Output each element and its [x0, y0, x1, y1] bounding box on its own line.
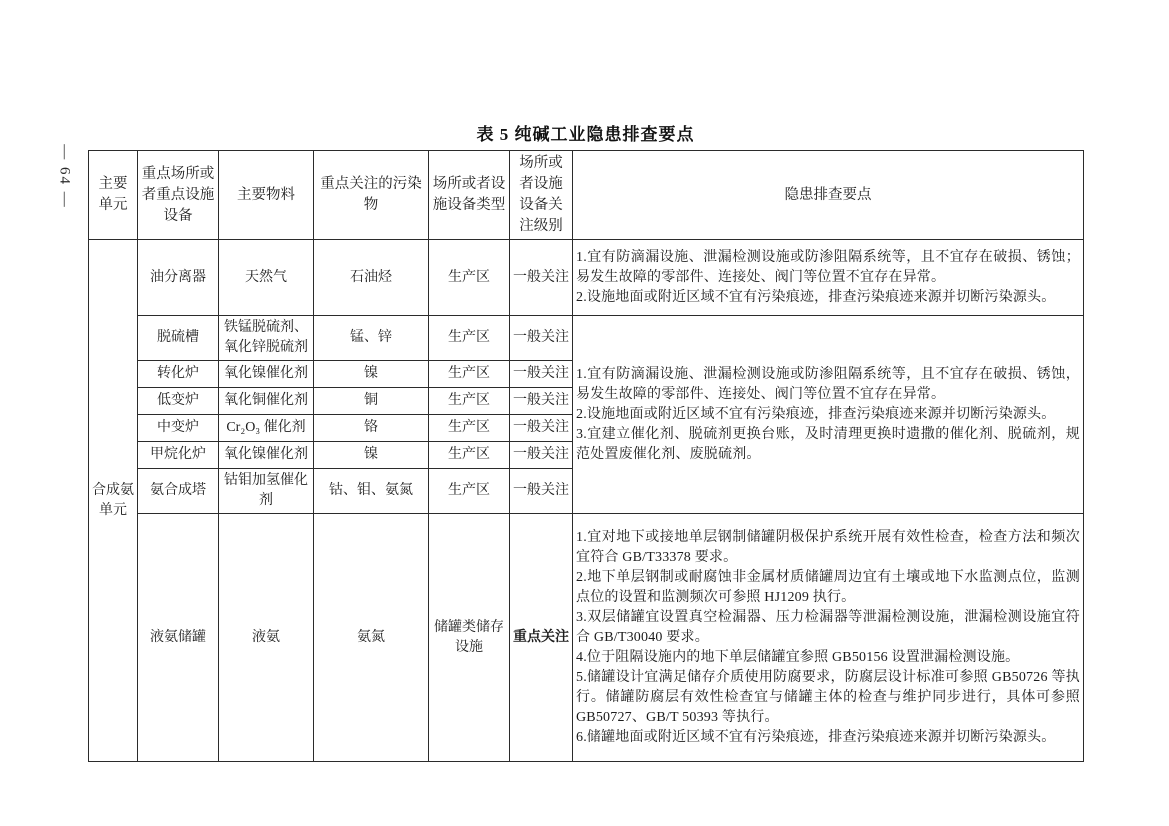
pollutant-cell: 钴、钼、氨氮 — [314, 469, 429, 514]
table-row — [89, 316, 1084, 361]
level-cell: 一般关注 — [510, 442, 573, 469]
column-header: 场所或者设施设备类型 — [429, 151, 510, 240]
pollutant-cell: 石油烃 — [314, 240, 429, 316]
note-item: 2.设施地面或附近区域不宜有污染痕迹，排查污染痕迹来源并切断污染源头。 — [576, 289, 1056, 305]
note-item: 1.宜对地下或接地单层钢制储罐阴极保护系统开展有效性检查，检查方法和频次宜符合 GB/T33378 要求。 — [576, 529, 1080, 565]
pollutant-cell: 铜 — [314, 388, 429, 415]
type-cell: 生产区 — [429, 316, 510, 361]
level-cell: 一般关注 — [510, 415, 573, 442]
material-cell: 氧化镍催化剂 — [219, 442, 314, 469]
pollutant-cell: 氨氮 — [314, 514, 429, 762]
note-item: 2.设施地面或附近区域不宜有污染痕迹，排查污染痕迹来源并切断污染源头。 — [576, 406, 1056, 422]
note-item: 5.储罐设计宜满足储存介质使用防腐要求，防腐层设计标准可参照 GB50726 等执行。储罐防腐层有效性检查宜与储罐主体的检查与维护同步进行，具体可参照 GB50727、GB/T 50393 等执行。 — [576, 669, 1080, 725]
facility-cell: 液氨储罐 — [138, 514, 219, 762]
table-row — [89, 240, 1084, 316]
column-header: 重点场所或者重点设施设备 — [138, 151, 219, 240]
note-item: 3.宜建立催化剂、脱硫剂更换台账，及时清理更换时遗撒的催化剂、脱硫剂，规范处置废催化剂、废脱硫剂。 — [576, 426, 1080, 462]
column-header: 隐患排查要点 — [573, 151, 1084, 240]
facility-cell: 转化炉 — [138, 361, 219, 388]
column-header: 场所或者设施设备关注级别 — [510, 151, 573, 240]
column-header: 主要单元 — [89, 151, 138, 240]
material-cell: Cr₂O₃ 催化剂 — [219, 415, 314, 442]
table-title: 表 5 纯碱工业隐患排查要点 — [476, 125, 695, 144]
note-item: 4.位于阻隔设施内的地下单层储罐宜参照 GB50156 设置泄漏检测设施。 — [576, 649, 1020, 665]
type-cell: 生产区 — [429, 415, 510, 442]
facility-cell: 中变炉 — [138, 415, 219, 442]
level-cell: 重点关注 — [510, 514, 573, 762]
type-cell: 生产区 — [429, 469, 510, 514]
unit-cell: 合成氨单元 — [89, 240, 138, 762]
notes-cell — [573, 514, 1084, 762]
material-cell: 铁锰脱硫剂、氧化锌脱硫剂 — [219, 316, 314, 361]
notes-cell — [573, 316, 1084, 514]
table-row — [89, 514, 1084, 762]
level-cell: 一般关注 — [510, 361, 573, 388]
type-cell: 储罐类储存设施 — [429, 514, 510, 762]
facility-cell: 脱硫槽 — [138, 316, 219, 361]
note-item: 6.储罐地面或附近区域不宜有污染痕迹，排查污染痕迹来源并切断污染源头。 — [576, 729, 1056, 745]
material-cell: 氧化镍催化剂 — [219, 361, 314, 388]
page-number: — 64 — — [56, 144, 73, 209]
column-header: 重点关注的污染物 — [314, 151, 429, 240]
pollutant-cell: 铬 — [314, 415, 429, 442]
facility-cell: 甲烷化炉 — [138, 442, 219, 469]
pollutant-cell: 镍 — [314, 442, 429, 469]
material-cell: 钴钼加氢催化剂 — [219, 469, 314, 514]
material-cell: 氧化铜催化剂 — [219, 388, 314, 415]
facility-cell: 油分离器 — [138, 240, 219, 316]
type-cell: 生产区 — [429, 388, 510, 415]
type-cell: 生产区 — [429, 361, 510, 388]
level-cell: 一般关注 — [510, 240, 573, 316]
material-cell: 液氨 — [219, 514, 314, 762]
note-item: 2.地下单层钢制或耐腐蚀非金属材质储罐周边宜有土壤或地下水监测点位，监测点位的设置和监测频次可参照 HJ1209 执行。 — [576, 569, 1080, 605]
note-item: 1.宜有防滴漏设施、泄漏检测设施或防渗阻隔系统等，且不宜存在破损、锈蚀；易发生故障的零部件、连接处、阀门等位置不宜存在异常。 — [576, 249, 1080, 285]
facility-cell: 氨合成塔 — [138, 469, 219, 514]
notes-cell — [573, 240, 1084, 316]
pollutant-cell: 镍 — [314, 361, 429, 388]
type-cell: 生产区 — [429, 240, 510, 316]
pollutant-cell: 锰、锌 — [314, 316, 429, 361]
note-item: 1.宜有防滴漏设施、泄漏检测设施或防渗阻隔系统等，且不宜存在破损、锈蚀，易发生故障的零部件、连接处、阀门等位置不宜存在异常。 — [576, 366, 1080, 402]
inspection-table — [88, 150, 1084, 762]
column-header: 主要物料 — [219, 151, 314, 240]
note-item: 3.双层储罐宜设置真空检漏器、压力检漏器等泄漏检测设施，泄漏检测设施宜符合 GB/T30040 要求。 — [576, 609, 1080, 645]
level-cell: 一般关注 — [510, 388, 573, 415]
facility-cell: 低变炉 — [138, 388, 219, 415]
level-cell: 一般关注 — [510, 469, 573, 514]
table-header-row — [89, 151, 1084, 240]
level-cell: 一般关注 — [510, 316, 573, 361]
type-cell: 生产区 — [429, 442, 510, 469]
material-cell: 天然气 — [219, 240, 314, 316]
